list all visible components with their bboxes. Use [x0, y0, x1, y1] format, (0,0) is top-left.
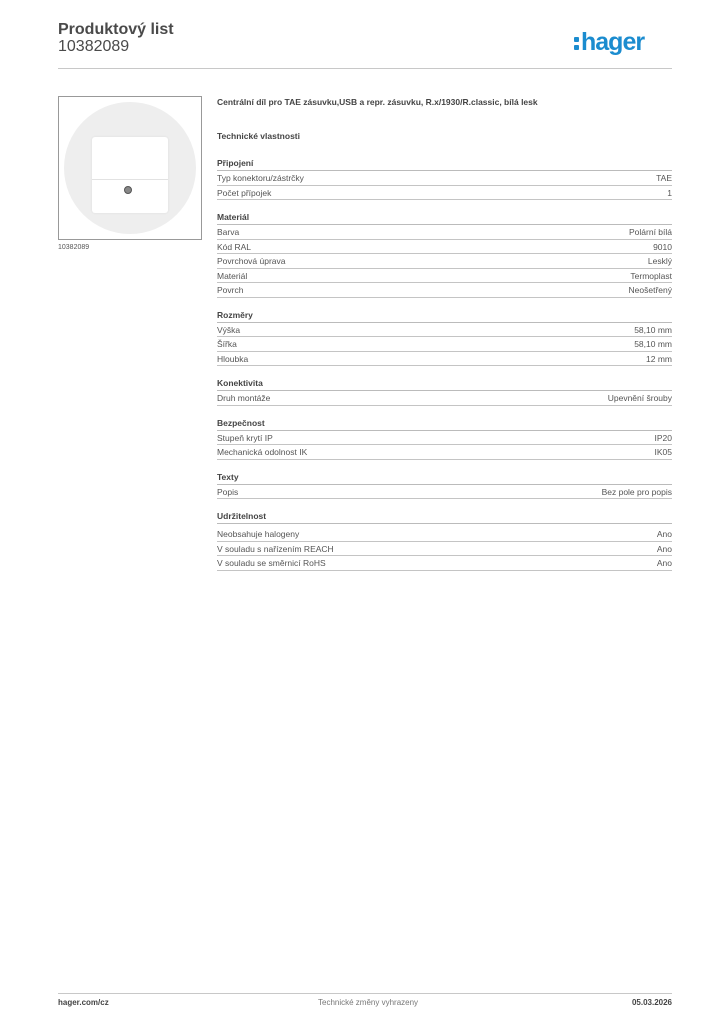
product-number: 10382089 [58, 38, 130, 55]
spec-row [217, 337, 672, 352]
spec-label: Neobsahuje halogeny [217, 529, 300, 539]
logo-text: hager [581, 28, 645, 56]
section-heading: Konektivita [217, 376, 672, 391]
spec-value: 1 [667, 187, 672, 198]
spec-row [217, 240, 672, 255]
spec-label: Povrchová úprava [217, 256, 286, 266]
footer-date: 05.03.2026 [631, 998, 672, 1007]
spec-label: Mechanická odolnost IK [217, 447, 308, 457]
spec-value: TAE [656, 173, 672, 183]
spec-value: Lesklý [647, 256, 672, 266]
spec-label: Hloubka [217, 353, 249, 364]
screw-icon [124, 186, 132, 194]
spec-label: V souladu s nařízením REACH [217, 543, 334, 554]
spec-row [217, 225, 672, 240]
spec-row [217, 542, 672, 557]
section-heading: Rozměry [217, 308, 672, 323]
header-divider [58, 68, 672, 69]
spec-value: 12 mm [646, 353, 672, 364]
footer-note: Technické změny vyhrazeny [318, 998, 419, 1007]
spec-label: Materiál [217, 270, 248, 281]
product-image [58, 96, 202, 240]
spec-label: Barva [217, 227, 240, 237]
product-details [217, 96, 672, 571]
tech-heading: Technické vlastnosti [217, 131, 300, 141]
spec-value: 58,10 mm [634, 324, 672, 335]
spec-value: 58,10 mm [634, 339, 672, 349]
central-insert [92, 137, 168, 213]
footer-website[interactable]: hager.com/cz [58, 998, 109, 1007]
spec-section [217, 156, 672, 200]
spec-label: V souladu se směrnicí RoHS [217, 558, 326, 568]
spec-row [217, 254, 672, 269]
section-heading: Texty [217, 470, 672, 485]
spec-row [217, 527, 672, 542]
spec-value: 9010 [653, 241, 672, 252]
spec-row [217, 171, 672, 186]
spec-sections [217, 156, 672, 571]
spec-value: Neošetřený [628, 285, 672, 295]
section-heading: Materiál [217, 210, 672, 225]
spec-label: Šířka [217, 339, 237, 349]
spec-label: Typ konektoru/zástrčky [217, 173, 304, 183]
spec-section [217, 376, 672, 406]
spec-section [217, 509, 672, 571]
spec-section [217, 470, 672, 500]
spec-value: Ano [656, 543, 672, 554]
section-heading: Připojení [217, 156, 672, 171]
spec-row [217, 485, 672, 500]
insert-divider [92, 179, 168, 180]
spec-row [217, 283, 672, 298]
spec-row [217, 269, 672, 284]
page-title: Produktový list [58, 21, 174, 38]
spec-row [217, 352, 672, 367]
spec-value: IK05 [654, 447, 672, 457]
spec-value: IP20 [654, 432, 672, 443]
spec-label: Stupeň krytí IP [217, 432, 273, 443]
spec-value: Termoplast [630, 270, 672, 281]
spec-row [217, 186, 672, 201]
spec-value: Upevnění šrouby [607, 393, 672, 403]
spec-row [217, 431, 672, 446]
spec-row [217, 445, 672, 460]
logo-dots-icon [574, 33, 579, 51]
spec-label: Druh montáže [217, 393, 271, 403]
image-caption: 10382089 [58, 244, 90, 251]
section-heading: Udržitelnost [217, 509, 672, 524]
spec-value: Bez pole pro popis [601, 486, 672, 497]
spec-label: Povrch [217, 285, 244, 295]
spec-row [217, 391, 672, 406]
spec-row [217, 556, 672, 571]
spec-section [217, 210, 672, 298]
product-title: Centrální díl pro TAE zásuvku,USB a repr. zásuvku, R.x/1930/R.classic, bílá lesk [217, 97, 538, 107]
spec-section [217, 416, 672, 460]
hager-logo [574, 28, 644, 57]
section-heading: Bezpečnost [217, 416, 672, 431]
spec-section [217, 308, 672, 367]
spec-label: Kód RAL [217, 241, 252, 252]
spec-value: Ano [656, 529, 672, 539]
spec-value: Polární bílá [629, 227, 672, 237]
spec-row [217, 323, 672, 338]
spec-value: Ano [656, 558, 672, 568]
footer-divider [58, 993, 672, 994]
spec-label: Popis [217, 486, 239, 497]
spec-label: Výška [217, 324, 241, 335]
spec-label: Počet přípojek [217, 187, 272, 198]
